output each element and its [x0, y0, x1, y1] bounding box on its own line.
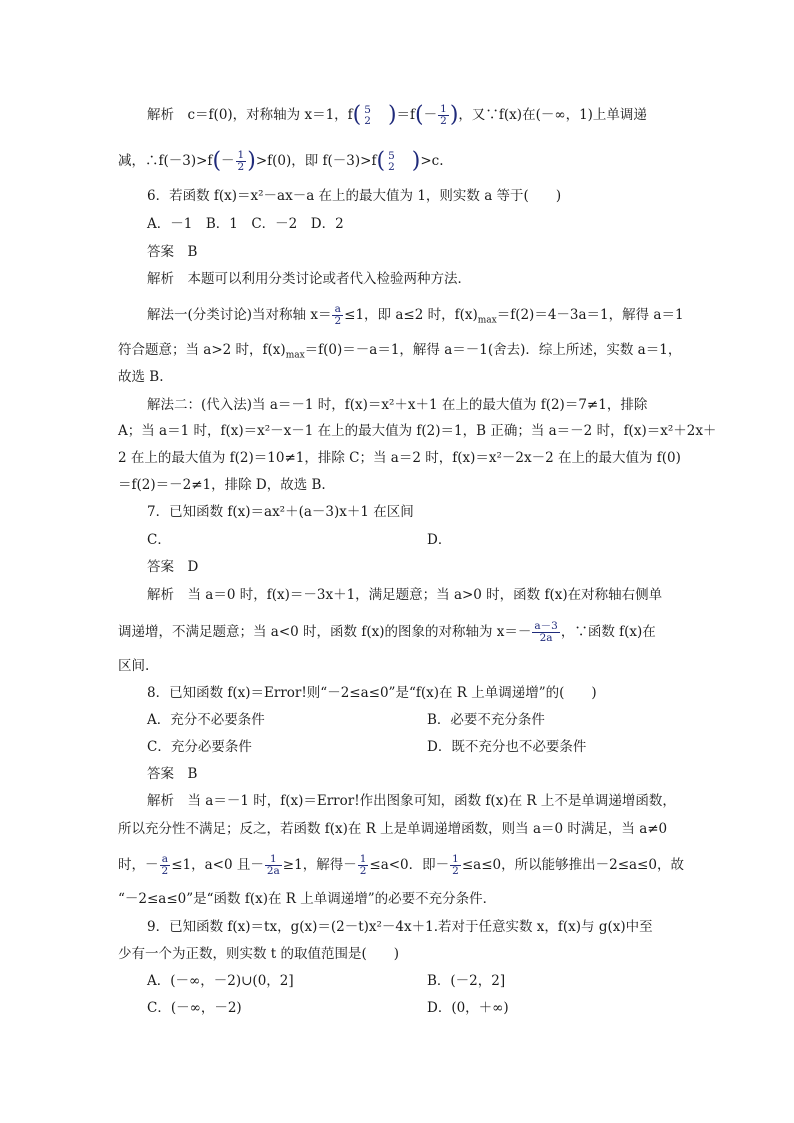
fraction	[438, 104, 449, 127]
denominator: 2a	[266, 865, 280, 877]
q6-analysis: 解析 本题可以利用分类讨论或者代入检验两种方法．	[147, 271, 471, 287]
numerator: a	[160, 854, 171, 866]
text: ≤a<0．即－	[369, 857, 450, 873]
q8-option-c: C．充分必要条件	[147, 739, 252, 755]
denominator: 2	[440, 115, 447, 127]
q8-option-d: D．既不充分也不必要条件	[427, 739, 587, 755]
q6-options: A．－1 B．1 C．－2 D．2	[147, 216, 344, 232]
denominator: 2	[359, 865, 367, 877]
q6-method2-line1: 解法二：(代入法)当 a＝－1 时，f(x)＝x²＋x＋1 在上的最大值为 f(2)＝7≠1，排除	[147, 397, 648, 413]
q8-stem: 8．已知函数 f(x)＝Error!则“－2≤a≤0”是“f(x)在 R 上单调递增”的( )	[147, 685, 597, 701]
q7-analysis-line2	[118, 621, 656, 644]
analysis-q5-line2: 减，∴f(－3)>f(－ $\frac{1}{2}$ )>f(0)，即 f(－3)>f( 5 2 )>c.	[118, 148, 444, 174]
denominator: 2	[161, 865, 169, 877]
q9-option-b: B．(－2，2]	[427, 973, 506, 989]
text: ＝f(0)＝－a＝1，解得 a＝－1(舍去)．综上所述，实数 a＝1，	[304, 342, 682, 358]
denominator: 2a	[539, 632, 553, 644]
text: ≥1，解得－	[282, 857, 357, 873]
text: >f(0)，即 f(－3)>f	[255, 153, 377, 169]
denominator: 2	[364, 114, 371, 127]
fraction	[358, 854, 369, 877]
paren-left: (	[415, 102, 424, 128]
fraction	[236, 150, 247, 173]
numerator: a	[332, 304, 343, 316]
numerator: 5	[388, 149, 395, 162]
text: ＝f	[396, 107, 416, 123]
numerator: 5	[364, 103, 371, 116]
q9-option-a: A．(－∞，－2)∪(0，2]	[147, 973, 294, 989]
q8-answer: 答案 B	[147, 766, 198, 782]
q9-option-c: C．(－∞，－2)	[147, 1000, 242, 1016]
q6-method1-line3: 故选 B.	[118, 369, 164, 385]
text: ，又∵f(x)在(－∞，1)上单调递	[458, 107, 647, 123]
text: ≤1，即 a≤2 时，f(x)	[344, 307, 478, 323]
q8-analysis-line3	[118, 854, 684, 877]
text: 解法一(分类讨论)当对称轴 x＝	[147, 307, 332, 323]
q8-option-b: B．必要不充分条件	[427, 712, 545, 728]
analysis-q5-line1: 解析 c＝f(0)，对称轴为 x＝1，f( 5 2 )＝f(－ $\frac{1}{2}$ )，又∵f(x)在(－∞，1)上单调递	[147, 102, 647, 128]
q6-method1-line2	[118, 340, 681, 366]
text: ≤1，a<0 且－	[171, 857, 264, 873]
text: 时，－	[118, 857, 159, 873]
numerator: 1	[237, 149, 245, 161]
q9-stem-line2: 少有一个为正数，则实数 t 的取值范围是( )	[118, 946, 400, 962]
q6-method1-line1	[147, 304, 684, 331]
q9-stem-line1: 9．已知函数 f(x)＝tx，g(x)＝(2－t)x²－4x＋1.若对于任意实数 x，f(x)与 g(x)中至	[147, 919, 653, 935]
denominator: 2	[237, 161, 245, 173]
text: 符合题意；当 a>2 时，f(x)	[118, 342, 286, 358]
numerator: a－3	[534, 620, 558, 632]
q7-option-d: D．	[427, 532, 452, 548]
text: 解析 c＝f(0)，对称轴为 x＝1，f	[147, 107, 353, 123]
fraction	[160, 854, 171, 877]
denominator: 2	[388, 160, 395, 173]
q8-option-a: A．充分不必要条件	[147, 712, 265, 728]
denominator: 2	[452, 865, 459, 877]
q9-option-d: D．(0，＋∞)	[427, 1000, 509, 1016]
denominator: 2	[334, 315, 342, 327]
q7-answer: 答案 D	[147, 559, 199, 575]
q6-answer: 答案 B	[147, 244, 198, 260]
fraction	[386, 151, 397, 173]
numerator: 1	[440, 103, 447, 115]
text: ，∵函数 f(x)在	[560, 624, 656, 640]
paren-right: )	[449, 102, 459, 128]
paren-left: (	[352, 102, 362, 128]
subscript: max	[285, 350, 305, 361]
text: ＝f(2)＝4－3a＝1，解得 a＝1	[496, 307, 684, 323]
paren-right: )	[247, 148, 256, 174]
fraction	[362, 105, 373, 127]
fraction	[265, 854, 282, 877]
q6-method2-line3: 2 在上的最大值为 f(2)＝10≠1，排除 C；当 a＝2 时，f(x)＝x²－2x－2 在上的最大值为 f(0)	[118, 450, 681, 466]
q8-analysis-line1: 解析 当 a＝－1 时，f(x)＝Error!作出图象可知，函数 f(x)在 R 上不是单调递增函数，	[147, 793, 676, 809]
q6-stem: 6．若函数 f(x)＝x²－ax－a 在上的最大值为 1，则实数 a 等于( )	[147, 188, 562, 204]
q6-method2-line2: A；当 a＝1 时，f(x)＝x²－x－1 在上的最大值为 f(2)＝1，B 正确；当 a＝－2 时，f(x)＝x²＋2x＋	[118, 423, 717, 439]
fraction	[332, 304, 343, 327]
paren-left: (	[376, 148, 386, 174]
paren-right: )	[387, 102, 397, 128]
text: 减，∴f(－3)>f	[118, 153, 213, 169]
numerator: 1	[265, 854, 282, 866]
q7-option-c: C．	[147, 532, 171, 548]
q7-analysis-line3: 区间.	[118, 658, 150, 674]
q6-method2-line4: ＝f(2)＝－2≠1，排除 D，故选 B.	[118, 477, 326, 493]
fraction	[450, 854, 461, 877]
paren-right: )	[411, 148, 421, 174]
text: >c.	[420, 153, 444, 169]
numerator: 1	[452, 853, 459, 865]
q7-stem: 7．已知函数 f(x)＝ax²＋(a－3)x＋1 在区间	[147, 504, 414, 520]
q8-analysis-line2: 所以充分性不满足；反之，若函数 f(x)在 R 上是单调递增函数，则当 a＝0 时满足，当 a≠0	[118, 821, 668, 837]
text: ≤a≤0，所以能够推出－2≤a≤0，故	[461, 857, 684, 873]
text: 调递增，不满足题意；当 a<0 时，函数 f(x)的图象的对称轴为 x＝－	[118, 624, 532, 640]
subscript: max	[477, 315, 497, 326]
paren-left: (	[212, 148, 222, 174]
q8-analysis-line4: “－2≤a≤0”是“函数 f(x)在 R 上单调递增”的必要不充分条件．	[118, 891, 497, 907]
q7-analysis-line1: 解析 当 a＝0 时，f(x)＝－3x＋1，满足题意；当 a>0 时，函数 f(x)在对称轴右侧单	[147, 587, 663, 603]
fraction	[532, 621, 559, 644]
numerator: 1	[359, 853, 367, 865]
